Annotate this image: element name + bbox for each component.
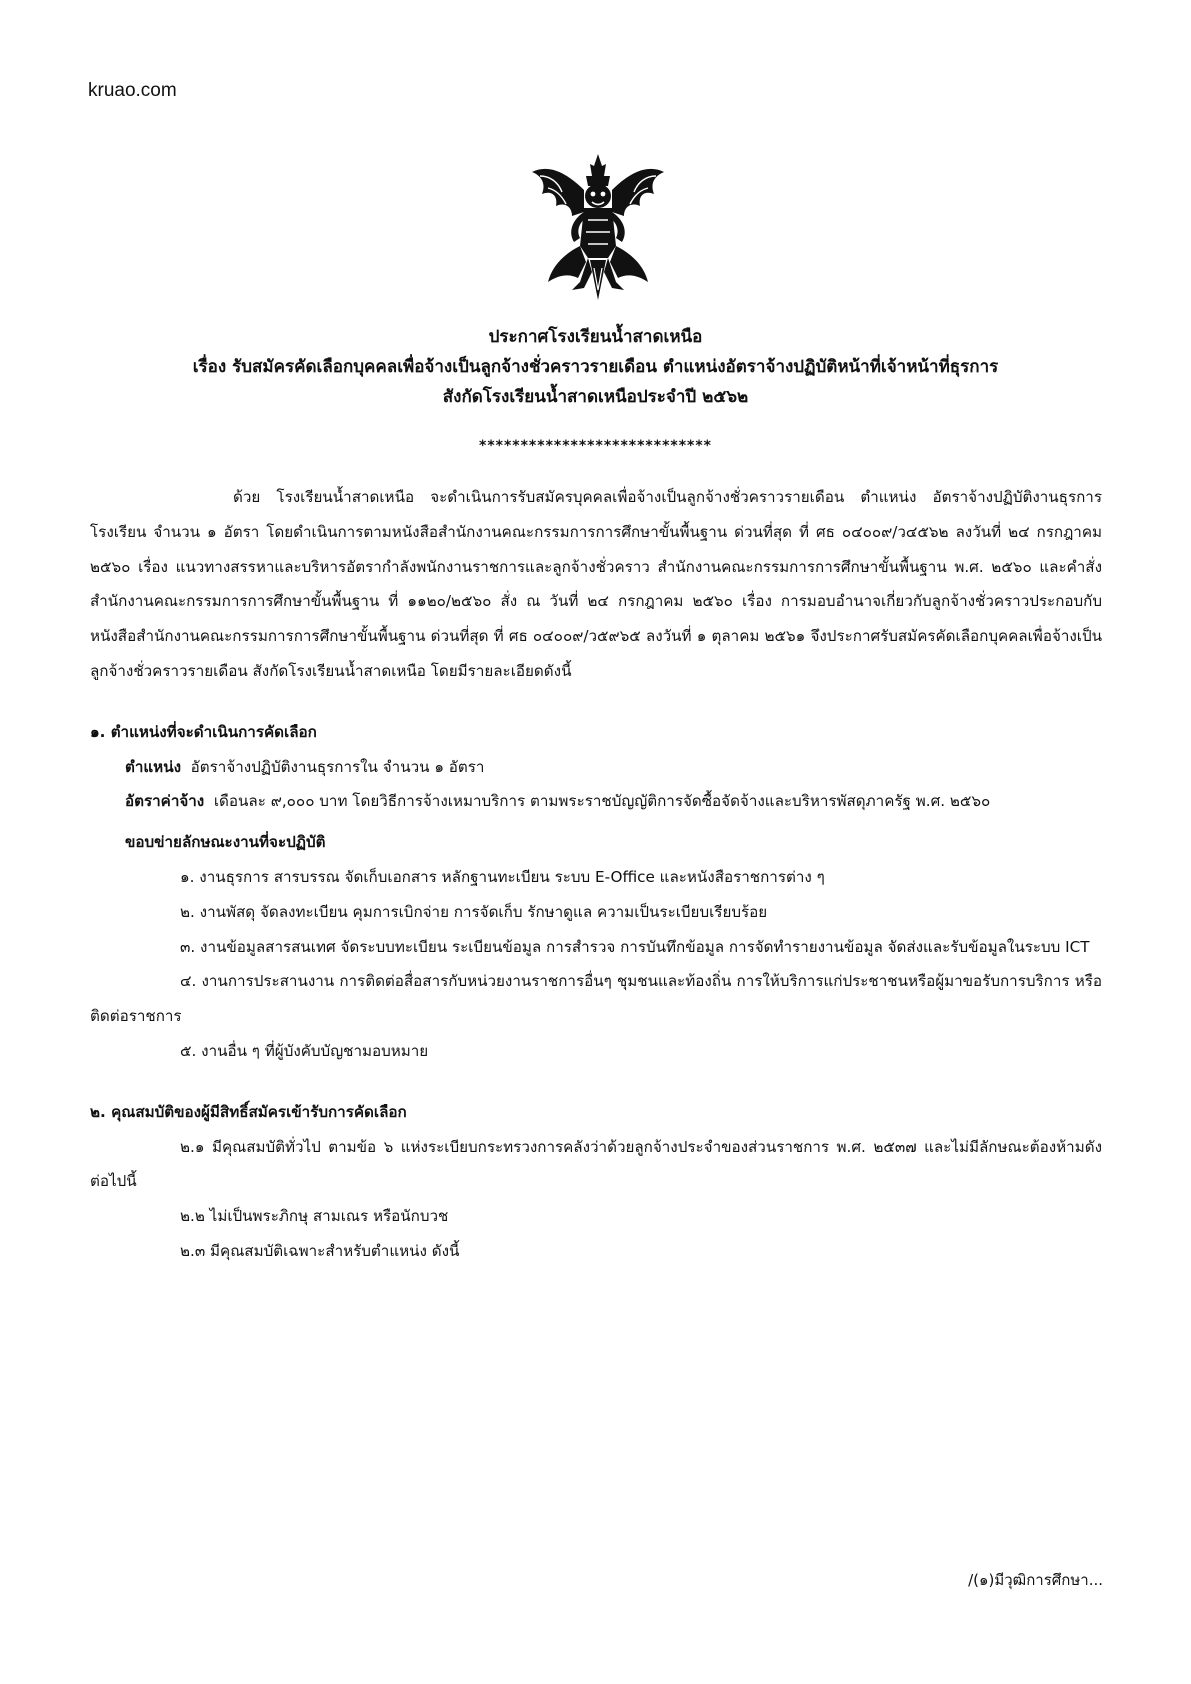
separator-stars: ****************************	[479, 438, 712, 454]
wage-label: อัตราค่าจ้าง	[125, 792, 205, 811]
continuation-note: /(๑)มีวุฒิการศึกษา...	[968, 1571, 1103, 1589]
qualification-item: ๒.๑ มีคุณสมบัติทั่วไป ตามข้อ ๖ แห่งระเบียบกระทรวงการคลังว่าด้วยลูกจ้างประจำของส่วนราชการ พ.ศ. ๒๕๓๗ และไม่มีลักษณะต้องห้ามดังต่อไปนี้	[90, 1137, 1102, 1191]
garuda-emblem-icon	[528, 150, 668, 302]
announcement-affiliation: สังกัดโรงเรียนน้ำสาดเหนือประจำปี ๒๕๖๒	[442, 387, 749, 407]
duty-item: ๕. งานอื่น ๆ ที่ผู้บังคับบัญชามอบหมาย	[180, 1041, 429, 1060]
section-1-heading: ๑. ตำแหน่งที่จะดำเนินการคัดเลือก	[90, 722, 317, 741]
qualification-item: ๒.๓ มีคุณสมบัติเฉพาะสำหรับตำแหน่ง ดังนี้	[180, 1241, 460, 1260]
announcement-body	[90, 480, 1102, 1269]
duty-item: ๓. งานข้อมูลสารสนเทศ จัดระบบทะเบียน ระเบียนข้อมูล การสำรวจ การบันทึกข้อมูล การจัดทำรายงานข้อมูล จัดส่งและรับข้อมูลในระบบ ICT	[180, 937, 1090, 956]
section-2-heading: ๒. คุณสมบัติของผู้มีสิทธิ์สมัครเข้ารับการคัดเลือก	[90, 1102, 407, 1121]
duty-item: ๔. งานการประสานงาน การติดต่อสื่อสารกับหน่วยงานราชการอื่นๆ ชุมชนและท้องถิ่น การให้บริการแก่ประชาชนหรือผู้มาขอรับการบริการ หรือติดต่อราชการ	[90, 972, 1102, 1026]
qualification-item: ๒.๒ ไม่เป็นพระภิกษุ สามเณร หรือนักบวช	[180, 1207, 449, 1226]
duty-item: ๒. งานพัสดุ จัดลงทะเบียน คุมการเบิกจ่าย การจัดเก็บ รักษาดูแล ความเป็นระเบียบเรียบร้อย	[180, 902, 768, 921]
announcement-title: ประกาศโรงเรียนน้ำสาดเหนือ	[488, 327, 703, 347]
watermark: kruao.com	[88, 80, 177, 101]
position-value: อัตราจ้างปฏิบัติงานธุรการใน จำนวน ๑ อัตรา	[190, 757, 485, 776]
scope-heading: ขอบข่ายลักษณะงานที่จะปฏิบัติ	[125, 833, 326, 852]
duty-item: ๑. งานธุรการ สารบรรณ จัดเก็บเอกสาร หลักฐานทะเบียน ระบบ E-Office และหนังสือราชการต่าง ๆ	[180, 867, 825, 886]
position-line	[90, 750, 1102, 785]
wage-line	[90, 784, 1102, 819]
position-label: ตำแหน่ง	[125, 757, 181, 776]
announcement-subject: เรื่อง รับสมัครคัดเลือกบุคคลเพื่อจ้างเป็นลูกจ้างชั่วคราวรายเดือน ตำแหน่งอัตราจ้างปฏิบัติหน้าที่เจ้าหน้าที่ธุรการ	[192, 357, 999, 377]
intro-paragraph: ด้วย โรงเรียนน้ำสาดเหนือ จะดำเนินการรับสมัครบุคคลเพื่อจ้างเป็นลูกจ้างชั่วคราวรายเดือน ตำแหน่ง อัตราจ้างปฏิบัติงานธุรการโรงเรียน จำนวน ๑ อัตรา โดยดำเนินการตามหนังสือสำนักงานคณะกรรมการการศึกษาขั้นพื้นฐาน ด่วนที่สุด ที่ ศธ ๐๔๐๐๙/ว๔๕๖๒ ลงวันที่ ๒๔ กรกฎาคม ๒๕๖๐ เรื่อง แนวทางสรรหาและบริหารอัตรากำลังพนักงานราชการและลูกจ้างชั่วคราว สำนักงานคณะกรรมการการศึกษาขั้นพื้นฐาน พ.ศ. ๒๕๖๐ และคำสั่งสำนักงานคณะกรรมการการศึกษาขั้นพื้นฐาน ที่ ๑๑๒๐/๒๕๖๐ สั่ง ณ วันที่ ๒๔ กรกฎาคม ๒๕๖๐ เรื่อง การมอบอำนาจเกี่ยวกับลูกจ้างชั่วคราวประกอบกับหนังสือสำนักงานคณะกรรมการการศึกษาขั้นพื้นฐาน ด่วนที่สุด ที่ ศธ ๐๔๐๐๙/ว๕๙๖๕ ลงวันที่ ๑ ตุลาคม ๒๕๖๑ จึงประกาศรับสมัครคัดเลือกบุคคลเพื่อจ้างเป็นลูกจ้างชั่วคราวรายเดือน สังกัดโรงเรียนน้ำสาดเหนือ โดยมีรายละเอียดดังนี้	[90, 488, 1102, 680]
announcement-header	[88, 322, 1103, 412]
wage-value: เดือนละ ๙,๐๐๐ บาท โดยวิธีการจ้างเหมาบริการ ตามพระราชบัญญัติการจัดซื้อจัดจ้างและบริหารพัสดุภาครัฐ พ.ศ. ๒๕๖๐	[213, 792, 991, 811]
